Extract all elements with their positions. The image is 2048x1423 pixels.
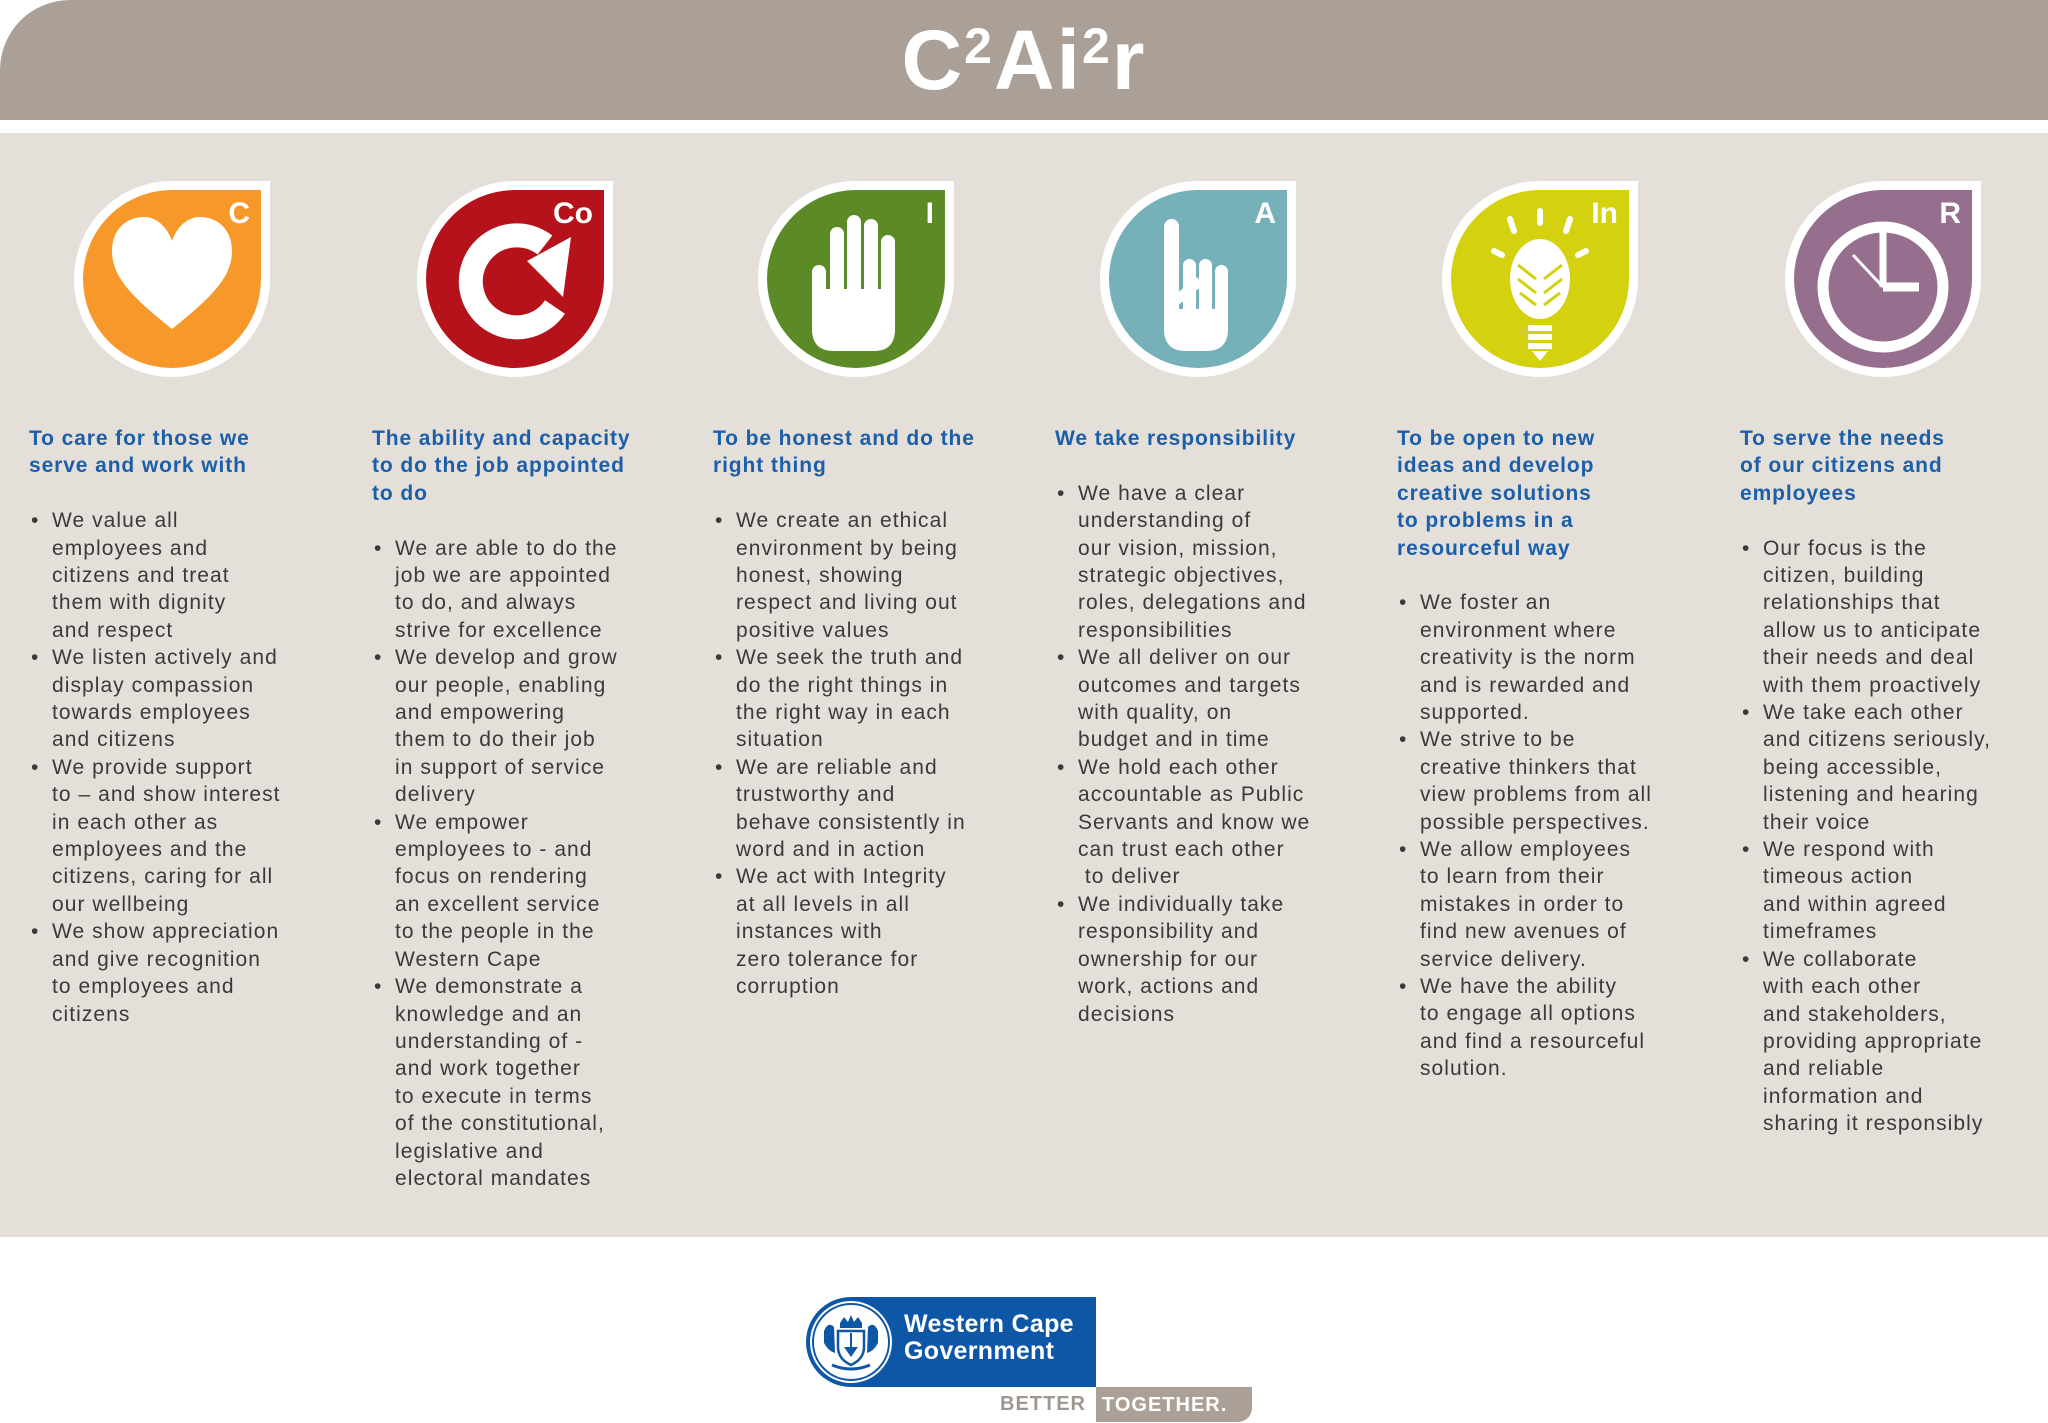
value-heading: The ability and capacity to do the job appointed to do — [372, 427, 631, 505]
bullet-dot-icon: • — [31, 755, 40, 779]
raised-hand-icon — [756, 179, 956, 379]
logo-badge — [806, 1297, 1096, 1387]
value-bullet-item — [29, 754, 281, 918]
value-bullet-item — [1397, 836, 1652, 973]
bullet-text: We all deliver on our outcomes and targets with quality, on budget and in time — [1078, 646, 1301, 752]
value-bullet-list — [372, 535, 618, 1193]
title-part: Ai — [993, 13, 1082, 107]
value-bullet-list — [1740, 535, 1991, 1138]
bullet-text: We listen actively and display compassion towards employees and citizens — [52, 646, 278, 752]
bullet-dot-icon: • — [1399, 838, 1408, 862]
bullet-text: We are reliable and trustworthy and behave consistently in word and in action — [736, 755, 966, 862]
value-heading: To care for those we serve and work with — [29, 427, 250, 478]
value-bullet-list — [1397, 589, 1652, 1082]
value-bullet-item — [1740, 535, 1991, 699]
value-bullet-item — [1055, 891, 1310, 1028]
value-bullet-list — [1055, 480, 1310, 1028]
value-bullet-list — [713, 507, 966, 1000]
bullet-dot-icon: • — [31, 920, 40, 944]
bullet-dot-icon: • — [1399, 728, 1408, 752]
slogan-better: BETTER — [1000, 1393, 1086, 1415]
value-bullet-item — [713, 863, 966, 1000]
value-bullet-item — [1397, 973, 1652, 1083]
value-letter: A — [1254, 197, 1276, 230]
pointing-hand-icon — [1098, 179, 1298, 379]
page-title — [0, 8, 2048, 124]
value-bullet-item — [372, 644, 618, 808]
value-bullet-item — [713, 644, 966, 754]
value-heading: To be open to new ideas and develop creative solutions to problems in a resourceful way — [1397, 427, 1596, 560]
bullet-text: We allow employees to learn from their mistakes in order to find new avenues of service delivery. — [1420, 838, 1632, 971]
bullet-text: Our focus is the citizen, building relationships that allow us to anticipate their needs and deal with them proactively — [1763, 536, 1982, 697]
value-bullet-item — [713, 754, 966, 864]
value-bullet-item — [1740, 836, 1991, 946]
bullet-dot-icon: • — [1742, 947, 1751, 971]
value-bullet-item — [1740, 699, 1991, 836]
bullet-text: We take each other and citizens seriously, being accessible, listening and hearing their voice — [1763, 701, 1992, 834]
org-name: Western Cape Government — [904, 1310, 1074, 1365]
bullet-text: We value all employees and citizens and treat them with dignity and respect — [52, 509, 230, 642]
value-letter: C — [228, 197, 250, 230]
bullet-dot-icon: • — [374, 646, 383, 670]
bullet-text: We develop and grow our people, enabling and empowering them to do their job in support of service delivery — [395, 646, 618, 807]
bullet-text: We individually take responsibility and ownership for our work, actions and decisions — [1078, 892, 1285, 1026]
bullet-dot-icon: • — [1742, 701, 1751, 725]
bullet-dot-icon: • — [715, 755, 724, 779]
coat-of-arms-icon — [810, 1301, 892, 1383]
value-bullet-item — [372, 535, 618, 645]
value-bullet-item — [1055, 644, 1310, 754]
slogan-together: TOGETHER. — [1096, 1387, 1252, 1422]
bullet-dot-icon: • — [1399, 591, 1408, 615]
value-letter: In — [1591, 197, 1618, 230]
bullet-text: We strive to be creative thinkers that view problems from all possible perspectives. — [1420, 728, 1652, 834]
bullet-dot-icon: • — [715, 646, 724, 670]
value-heading: To be honest and do the right thing — [713, 427, 975, 478]
value-bullet-item — [1397, 589, 1652, 726]
bullet-dot-icon: • — [31, 646, 40, 670]
value-bullet-item — [1055, 754, 1310, 891]
circular-arrow-icon — [415, 179, 615, 379]
value-bullet-list — [29, 507, 281, 1028]
bullet-text: We show appreciation and give recognition to employees and citizens — [52, 920, 280, 1026]
bullet-dot-icon: • — [374, 810, 383, 834]
value-bullet-item — [29, 507, 281, 644]
value-bullet-item — [29, 644, 281, 754]
bullet-text: We provide support to – and show interest in each other as employees and the citizens, caring for all our wellbeing — [52, 755, 281, 916]
value-bullet-item — [1397, 726, 1652, 836]
bullet-dot-icon: • — [1742, 536, 1751, 560]
bullet-text: We create an ethical environment by being honest, showing respect and living out positive values — [736, 509, 958, 642]
value-bullet-item — [372, 809, 618, 973]
title-superscript: 2 — [1081, 18, 1112, 74]
bullet-text: We have a clear understanding of our vision, mission, strategic objectives, roles, delegations and responsibilities — [1078, 481, 1307, 642]
heart-icon — [72, 179, 272, 379]
bullet-dot-icon: • — [1057, 892, 1066, 916]
bullet-dot-icon: • — [1057, 646, 1066, 670]
bullet-dot-icon: • — [374, 975, 383, 999]
title-superscript: 2 — [964, 18, 994, 74]
value-letter: R — [1939, 197, 1961, 230]
bullet-dot-icon: • — [715, 865, 724, 889]
bullet-dot-icon: • — [1057, 755, 1066, 779]
bullet-dot-icon: • — [374, 536, 383, 560]
bullet-text: We foster an environment where creativity is the norm and is rewarded and supported. — [1420, 591, 1636, 725]
value-bullet-item — [713, 507, 966, 644]
bullet-text: We are able to do the job we are appointed to do, and always strive for excellence — [395, 536, 618, 642]
title-part: C — [901, 13, 965, 107]
value-bullet-item — [1740, 946, 1991, 1138]
bullet-text: We have the ability to engage all options and find a resourceful solution. — [1420, 975, 1646, 1081]
bullet-text: We collaborate with each other and stakeholders, providing appropriate and reliable information and sharing it responsibly — [1763, 947, 1984, 1136]
value-heading: We take responsibility — [1055, 427, 1297, 450]
clock-icon — [1783, 179, 1983, 379]
bullet-text: We seek the truth and do the right things in the right way in each situation — [736, 646, 964, 752]
bullet-dot-icon: • — [1057, 481, 1066, 505]
bullet-dot-icon: • — [715, 509, 724, 533]
value-bullet-item — [372, 973, 618, 1192]
western-cape-government-logo — [806, 1297, 1251, 1422]
value-bullet-item — [1055, 480, 1310, 644]
bullet-text: We demonstrate a knowledge and an understanding of - and work together to execute in terms of the constitutional, legislative and electoral mandates — [395, 975, 605, 1190]
value-bullet-item — [29, 918, 281, 1028]
value-letter: I — [925, 197, 934, 230]
value-letter: Co — [553, 197, 593, 230]
bullet-text: We act with Integrity at all levels in all instances with zero tolerance for corruption — [736, 865, 947, 999]
bullet-text: We hold each other accountable as Public Servants and know we can trust each other to deliver — [1078, 755, 1311, 889]
bullet-dot-icon: • — [31, 509, 40, 533]
bullet-text: We empower employees to - and focus on rendering an excellent service to the people in the Western Cape — [395, 810, 601, 971]
bullet-dot-icon: • — [1399, 975, 1408, 999]
lightbulb-icon — [1440, 179, 1640, 379]
title-part: r — [1111, 13, 1147, 107]
bullet-text: We respond with timeous action and within agreed timeframes — [1763, 838, 1947, 944]
header-banner — [0, 0, 2048, 120]
value-heading: To serve the needs of our citizens and employees — [1740, 427, 1945, 505]
bullet-dot-icon: • — [1742, 838, 1751, 862]
